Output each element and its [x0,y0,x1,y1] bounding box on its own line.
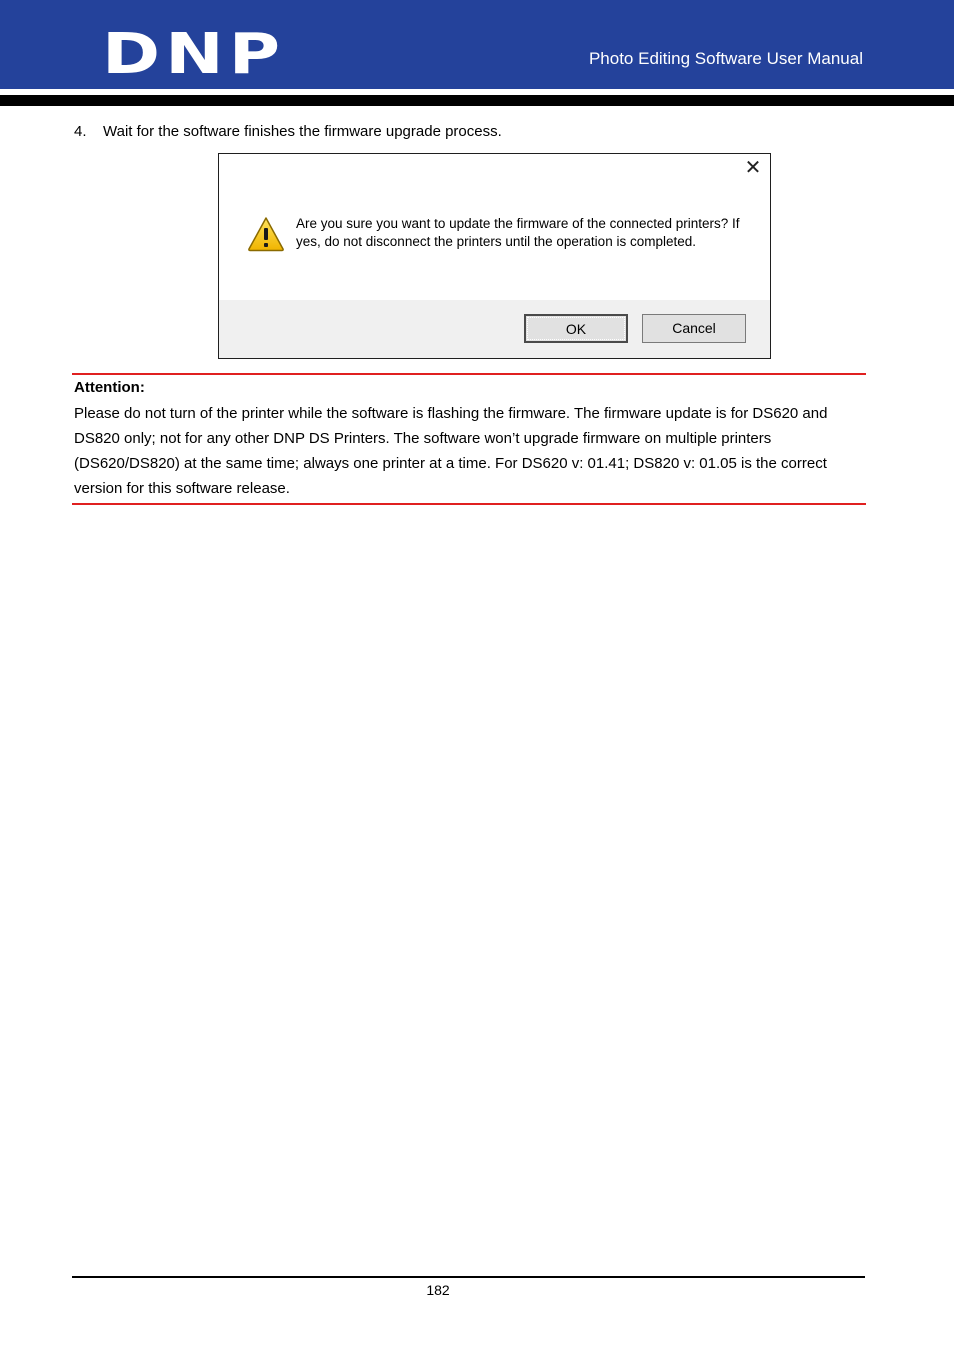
warning-icon [247,216,285,252]
header-divider [0,95,954,106]
attention-body: Please do not turn of the printer while the software is flashing the firmware. The firmware update is for DS620 and DS820 only; not for any other DNP DS Printers. The software won’t upgrade firmware on multiple printers (DS620/DS820) at the same time; always one printer at a time. For DS620 v: 01.41; DS820 v: 01.05 is the correct version for this software release. [74,405,828,497]
step-item [74,122,502,142]
dialog-message: Are you sure you want to update the firmware of the connected printers? If yes, do not disconnect the printers until the operation is completed. [296,216,740,249]
footer-rule [72,1276,865,1278]
step-number: 4. [74,123,87,140]
document-title: Photo Editing Software User Manual [588,49,863,68]
ok-button[interactable]: OK [524,314,628,343]
close-icon[interactable]: ✕ [744,155,762,179]
step-text: Wait for the software finishes the firmware upgrade process. [103,123,502,140]
attention-top-rule [72,373,866,375]
cancel-button[interactable]: Cancel [642,314,746,343]
dialog-button-bar [219,300,770,358]
firmware-confirm-dialog [218,153,771,359]
attention-bottom-rule [72,503,866,505]
page-header [0,0,954,89]
dnp-logo: DNP [102,22,286,87]
page-number: 182 [426,1282,450,1298]
attention-title: Attention: [74,379,145,396]
